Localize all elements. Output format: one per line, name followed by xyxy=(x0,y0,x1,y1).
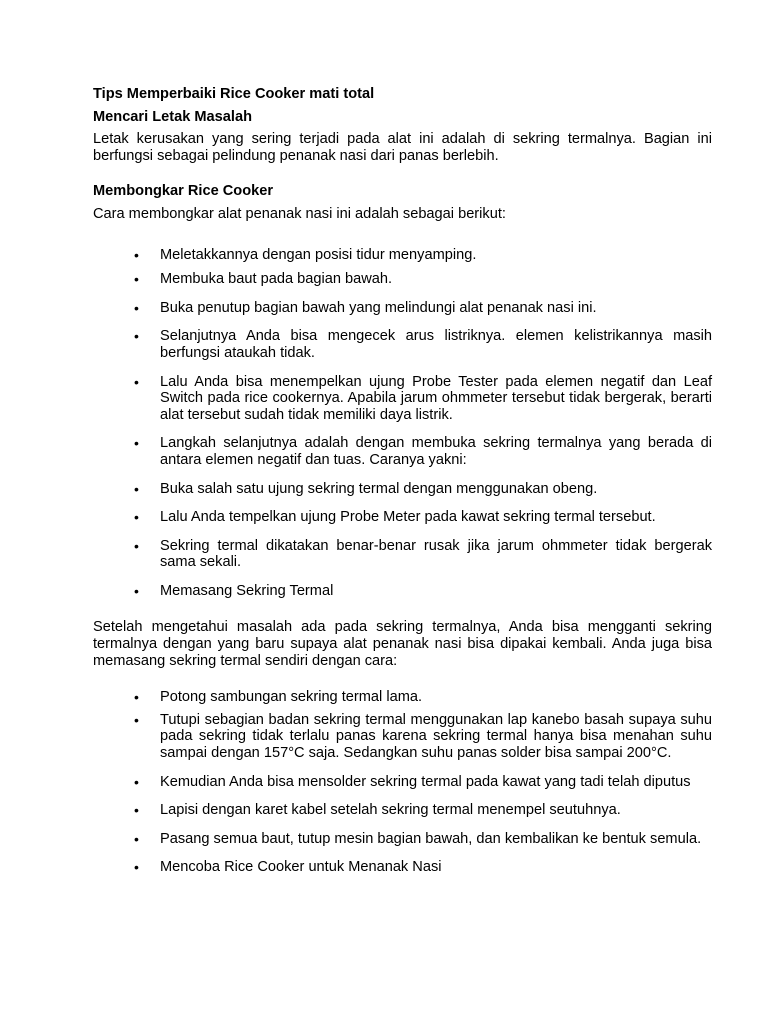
bullet-icon: • xyxy=(134,859,139,876)
list-item: • Selanjutnya Anda bisa mengecek arus listriknya. elemen kelistrikannya masih berfungsi ataukah tidak. xyxy=(134,328,712,361)
document-page xyxy=(93,86,712,888)
bullet-icon: • xyxy=(134,830,139,847)
list-item: • Meletakkannya dengan posisi tidur menyamping. xyxy=(134,246,477,263)
list-item: • Lalu Anda tempelkan ujung Probe Meter pada kawat sekring termal tersebut. xyxy=(134,509,656,526)
steps-list-memasang xyxy=(93,689,712,876)
bullet-icon: • xyxy=(134,435,139,452)
section-paragraph-memasang: Setelah mengetahui masalah ada pada sekring termalnya, Anda bisa mengganti sekring termalnya dengan yang baru supaya alat penanak nasi bisa dipakai kembali. Anda juga bisa memasang sekring termal sendiri dengan cara: xyxy=(93,619,712,669)
bullet-icon: • xyxy=(134,773,139,790)
section-heading-membongkar: Membongkar Rice Cooker xyxy=(93,183,274,200)
list-item: • Pasang semua baut, tutup mesin bagian bawah, dan kembalikan ke bentuk semula. xyxy=(134,830,702,847)
bullet-icon: • xyxy=(134,802,139,819)
bullet-icon: • xyxy=(134,271,139,288)
bullet-icon: • xyxy=(134,582,139,599)
list-item: • Memasang Sekring Termal xyxy=(134,582,334,599)
list-item: • Kemudian Anda bisa mensolder sekring termal pada kawat yang tadi telah diputus xyxy=(134,773,691,790)
bullet-icon: • xyxy=(134,373,139,390)
list-item: • Membuka baut pada bagian bawah. xyxy=(134,271,393,288)
bullet-icon: • xyxy=(134,711,139,728)
list-item: • Langkah selanjutnya adalah dengan membuka sekring termalnya yang berada di antara elemen negatif dan tuas. Caranya yakni: xyxy=(134,435,712,468)
list-item: • Buka salah satu ujung sekring termal dengan menggunakan obeng. xyxy=(134,480,598,497)
bullet-icon: • xyxy=(134,480,139,497)
section-paragraph-mencari: Letak kerusakan yang sering terjadi pada alat ini adalah di sekring termalnya. Bagian ini berfungsi sebagai pelindung penanak nasi dari panas berlebih. xyxy=(93,131,712,164)
list-item: • Sekring termal dikatakan benar-benar rusak jika jarum ohmmeter tidak bergerak sama sekali. xyxy=(134,537,712,571)
list-item: • Tutupi sebagian badan sekring termal menggunakan lap kanebo basah supaya suhu pada sekring tidak terlalu panas karena sekring termal hanya bisa menahan suhu sampai dengan 157°C saja. Sedangkan suhu panas solder bisa sampai 200°C. xyxy=(134,711,712,762)
bullet-icon: • xyxy=(134,689,139,706)
bullet-icon: • xyxy=(134,299,139,316)
bullet-icon: • xyxy=(134,328,139,345)
list-item: • Potong sambungan sekring termal lama. xyxy=(134,689,423,706)
steps-list-membongkar xyxy=(93,247,712,600)
section-intro-membongkar: Cara membongkar alat penanak nasi ini adalah sebagai berikut: xyxy=(93,205,506,222)
section-heading-mencari: Mencari Letak Masalah xyxy=(93,108,252,125)
list-item: • Mencoba Rice Cooker untuk Menanak Nasi xyxy=(134,859,442,876)
bullet-icon: • xyxy=(134,509,139,526)
list-item: • Buka penutup bagian bawah yang melindungi alat penanak nasi ini. xyxy=(134,299,597,316)
list-item: • Lalu Anda bisa menempelkan ujung Probe Tester pada elemen negatif dan Leaf Switch pada rice cookernya. Apabila jarum ohmmeter tersebut tidak bergerak, berarti alat tersebut sudah tidak memiliki daya listrik. xyxy=(134,373,712,423)
list-item: • Lapisi dengan karet kabel setelah sekring termal menempel seutuhnya. xyxy=(134,802,621,819)
document-title: Tips Memperbaiki Rice Cooker mati total xyxy=(93,86,375,102)
bullet-icon: • xyxy=(134,246,139,263)
bullet-icon: • xyxy=(134,537,139,554)
